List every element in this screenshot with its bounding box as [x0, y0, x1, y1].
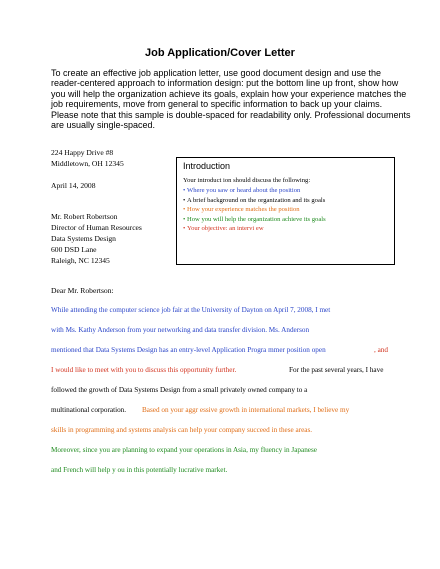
- introduction-callout-box: [176, 157, 395, 265]
- letter-date: [51, 180, 96, 191]
- salutation: Dear Mr. Robertson:: [51, 286, 114, 295]
- intro-line: are usually single-spaced.: [51, 120, 156, 131]
- body-line: multinational corporation.: [51, 406, 127, 414]
- recipient-title: Director of Human Resources: [51, 223, 142, 232]
- callout-bullet: • How you will help the organization achieve its goals: [183, 215, 326, 225]
- intro-line: Please note that this sample is double-spaced for readability only. Professional documents: [51, 109, 411, 120]
- recipient-company: Data Systems Design: [51, 234, 116, 243]
- callout-title: Introduction: [183, 161, 231, 171]
- sender-city: Middletown, OH 12345: [51, 159, 124, 168]
- callout-bullet: • Where you saw or heard about the position: [183, 186, 326, 196]
- body-line: While attending the computer science job fair at the University of Dayton on April 7, 2008, I met: [51, 306, 331, 314]
- recipient-street: 600 DSD Lane: [51, 245, 97, 254]
- letter-date-text: April 14, 2008: [51, 181, 96, 190]
- body-line: mentioned that Data Systems Design has an entry-level Application Progra mmer position open: [51, 346, 326, 354]
- body-line: with Ms. Kathy Anderson from your networking and data transfer division. Ms. Anderson: [51, 326, 310, 334]
- body-line: and French will help y ou in this potentially lucrative market.: [51, 466, 228, 474]
- sender-street: 224 Happy Drive #8: [51, 148, 114, 157]
- callout-lead: Your introduct ion should discuss the following:: [183, 177, 311, 184]
- intro-line: To create an effective job application letter, use good document design and use the: [51, 68, 382, 78]
- intro-line: you will help the organization achieve its goals, explain how your experience matches the: [51, 88, 407, 99]
- body-line: , and: [374, 346, 388, 354]
- recipient-address: [51, 211, 142, 266]
- recipient-name: Mr. Robert Robertson: [51, 212, 118, 221]
- intro-paragraph: [51, 68, 411, 131]
- sender-address: [51, 147, 124, 169]
- callout-bullet: • How your experience matches the position: [183, 205, 326, 215]
- callout-bullet-list: [183, 186, 326, 234]
- callout-bullet: • Your objective: an intervi ew: [183, 224, 326, 234]
- body-line: For the past several years, I have: [289, 366, 384, 374]
- body-line: I would like to meet with you to discuss this opportunity further.: [51, 366, 237, 374]
- body-line: Moreover, since you are planning to expand your operations in Asia, my fluency in Japanese: [51, 446, 317, 454]
- intro-line: job requirements, move from general to specific information to back up your claims.: [51, 99, 383, 110]
- document-title: Job Application/Cover Letter: [145, 47, 295, 59]
- body-line: skills in programming and systems analysis can help your company succeed in these areas.: [51, 426, 313, 434]
- body-line: Based on your aggr essive growth in international markets, I believe my: [142, 406, 350, 414]
- intro-line: reader-centered approach to information design: put the bottom line up front, show how: [51, 78, 399, 89]
- body-line: followed the growth of Data Systems Design from a small privately owned company to a: [51, 386, 308, 394]
- callout-bullet: • A brief background on the organization and its goals: [183, 196, 326, 206]
- recipient-city: Raleigh, NC 12345: [51, 256, 110, 265]
